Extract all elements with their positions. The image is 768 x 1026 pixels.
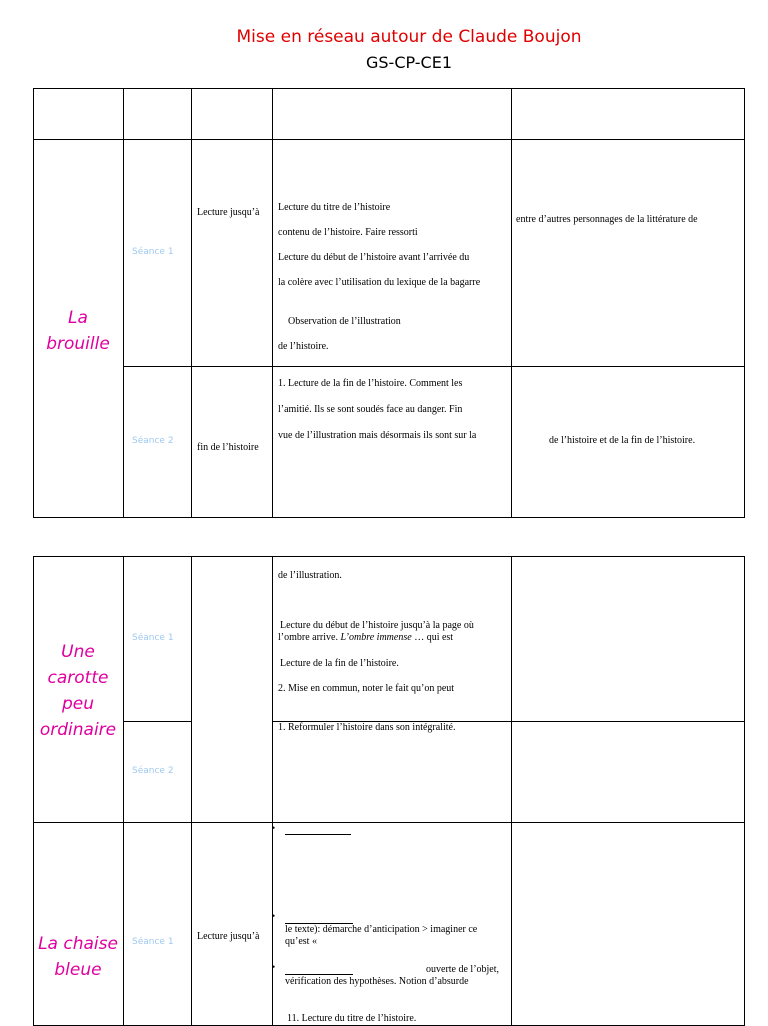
cell-text: 1. Reformuler l’histoire dans son intégralité.: [278, 722, 456, 733]
cell-text: Lecture du début de l’histoire avant l’arrivée du: [278, 252, 470, 263]
cell-text: Lecture du titre de l’histoire: [278, 202, 391, 213]
book-title-la-brouille: La brouille: [46, 308, 110, 354]
seance-1-label: Séance 1: [132, 633, 174, 643]
italic-quote: L’ombre immense: [340, 632, 412, 643]
cell-text: 11. Lecture du titre de l’histoire.: [287, 1013, 417, 1024]
cell-text: de l’histoire.: [278, 341, 329, 352]
cell-text: l’amitié. Ils se sont soudés face au danger. Fin: [278, 404, 463, 415]
cell-text: 1. Lecture de la fin de l’histoire. Comment les: [278, 378, 463, 389]
book-title-une-carotte-peu-ordinaire: Une carotte peu ordinaire: [39, 642, 117, 740]
seance-2-label: Séance 2: [132, 436, 174, 446]
cell-text: qu’est «: [285, 936, 317, 947]
cell-text: contenu de l’histoire. Faire ressorti: [278, 227, 418, 238]
cell-text: 2. Mise en commun, noter le fait qu’on peut: [278, 683, 455, 694]
table-carotte-chaise: [33, 556, 745, 1026]
bullet-icon: •: [272, 911, 276, 921]
cell-text-part: … qui est: [411, 632, 454, 643]
cell-text: Lecture de la fin de l’histoire.: [280, 658, 399, 669]
cell-text: fin de l’histoire: [197, 442, 259, 453]
cell-text: de l’illustration.: [278, 570, 342, 581]
seance-2-label: Séance 2: [132, 766, 174, 776]
seance-1-label: Séance 1: [132, 247, 174, 257]
cell-text: vue de l’illustration mais désormais ils sont sur la: [278, 430, 477, 441]
cell-text: Lecture jusqu’à: [197, 207, 260, 218]
cell-text: entre d’autres personnages de la littérature de: [516, 214, 698, 225]
cell-text-part: l’ombre arrive.: [278, 632, 341, 643]
cell-text: Lecture jusqu’à: [197, 931, 260, 942]
cell-text: la colère avec l’utilisation du lexique de la bagarre: [278, 277, 481, 288]
cell-text: ouverte de l’objet,: [426, 964, 500, 975]
cell-text: Lecture du début de l’histoire jusqu’à la page où: [280, 620, 474, 631]
bullet-icon: •: [272, 962, 276, 972]
cell-text: le texte): démarche d’anticipation > imaginer ce: [285, 924, 478, 935]
seance-1-label: Séance 1: [132, 937, 174, 947]
cell-text: de l’histoire et de la fin de l’histoire.: [549, 435, 696, 446]
cell-text: [278, 632, 453, 644]
document-subtitle: GS-CP-CE1: [365, 53, 453, 72]
blank-underline: [285, 974, 353, 975]
cell-text: vérification des hypothèses. Notion d’absurde: [285, 976, 469, 987]
book-title-la-chaise-bleue: La chaise bleue: [38, 934, 118, 980]
bullet-icon: •: [272, 823, 276, 833]
table-la-brouille: [33, 88, 745, 518]
cell-text: Observation de l’illustration: [288, 316, 401, 327]
document-title: Mise en réseau autour de Claude Boujon: [236, 27, 582, 47]
blank-underline: [285, 834, 351, 835]
